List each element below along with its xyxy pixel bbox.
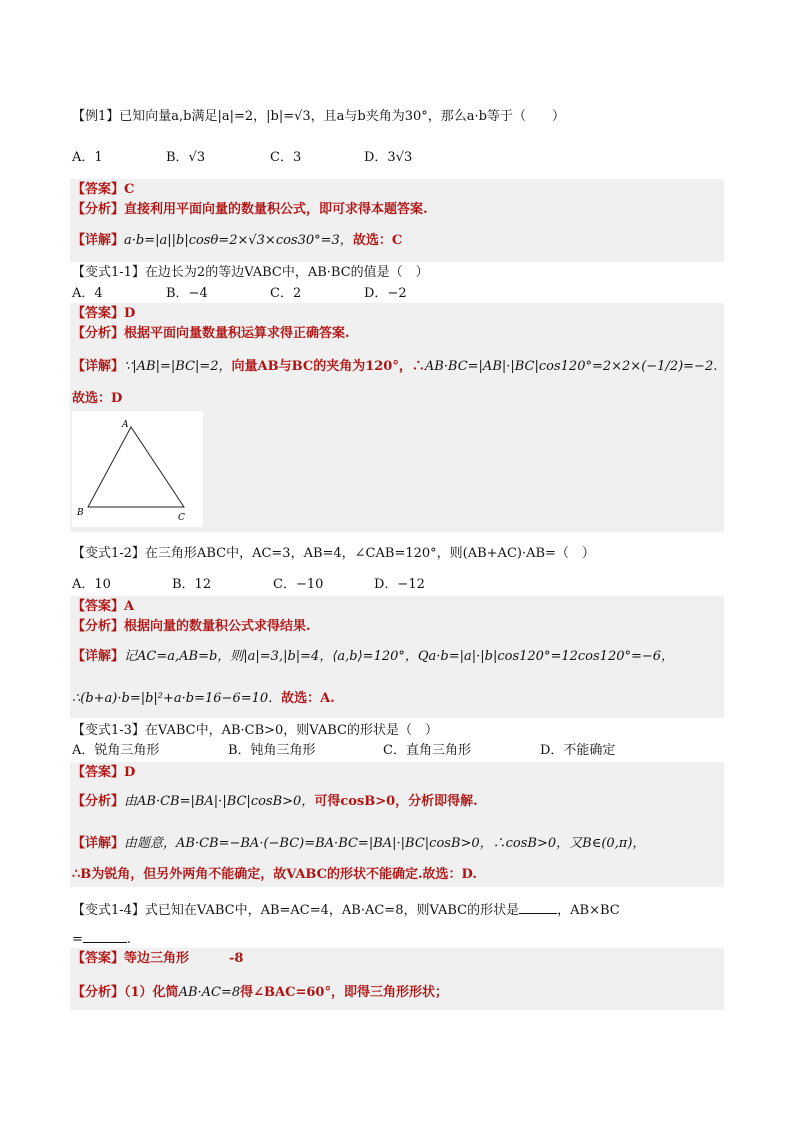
v13-answer: 【答案】D <box>72 765 136 780</box>
vertex-c-label: C <box>178 513 185 523</box>
vertex-a-label: A <box>122 420 129 430</box>
ex1-detail: 【详解】a·b=|a||b|cosθ=2×√3×cos30°=3，故选：C <box>72 233 403 248</box>
triangle-diagram <box>72 411 203 527</box>
vertex-b-label: B <box>77 508 84 518</box>
v13-option-a: A．锐角三角形 <box>72 743 160 758</box>
v13-analysis: 【分析】由AB·CB=|BA|·|BC|cosB>0，可得cosB>0，分析即得解. <box>72 794 478 809</box>
answer-blank-1[interactable] <box>519 901 557 914</box>
ex1-option-a: A．1 <box>72 150 103 165</box>
ex1-analysis: 【分析】直接利用平面向量的数量积公式，即可求得本题答案. <box>72 202 428 217</box>
v13-detail: 【详解】由题意，AB·CB=−BA·(−BC)=BA·BC=|BA|·|BC|cosB>0，∴cosB>0，又B∈(0,π)， <box>72 836 646 851</box>
answer-blank-2[interactable] <box>83 930 127 943</box>
v12-option-b: B．12 <box>172 577 212 592</box>
ex1-answer: 【答案】C <box>72 182 135 197</box>
v11-stem: 【变式1-1】在边长为2的等边VABC中，AB·BC的值是（ ） <box>72 265 429 280</box>
v11-option-b: B．−4 <box>166 286 208 301</box>
v12-option-d: D．−12 <box>374 577 425 592</box>
ex1-option-b: B．√3 <box>166 150 206 165</box>
v12-stem: 【变式1-2】在三角形ABC中，AC=3，AB=4，∠CAB=120°，则(AB+AC)·AB=（ ） <box>72 546 595 561</box>
triangle-shape <box>88 427 184 507</box>
v14-stem: 【变式1-4】式已知在VABC中，AB=AC=4，AB·AC=8，则VABC的形状是 ，AB×BC <box>72 903 620 918</box>
v12-option-a: A．10 <box>72 577 111 592</box>
v11-analysis: 【分析】根据平面向量数量积运算求得正确答案. <box>72 326 350 341</box>
v13-stem: 【变式1-3】在VABC中，AB·CB>0，则VABC的形状是（ ） <box>72 723 438 738</box>
v12-option-c: C．−10 <box>273 577 324 592</box>
v11-answer: 【答案】D <box>72 306 136 321</box>
v12-answer: 【答案】A <box>72 599 135 614</box>
v13-option-d: D．不能确定 <box>540 743 616 758</box>
v11-option-d: D．−2 <box>364 286 407 301</box>
ex1-stem: 【例1】已知向量a,b满足|a|=2，|b|=√3，且a与b夹角为30°，那么a·b等于（ ） <box>72 109 565 124</box>
v14-stem-2: = . <box>72 932 132 947</box>
v11-option-a: A．4 <box>72 286 103 301</box>
v12-analysis: 【分析】根据向量的数量积公式求得结果. <box>72 619 311 634</box>
ex1-option-c: C．3 <box>270 150 302 165</box>
v13-option-c: C．直角三角形 <box>383 743 471 758</box>
v12-detail-2: ∴(b+a)·b=|b|²+a·b=16−6=10．故选：A. <box>72 691 335 706</box>
v13-detail-2: ∴B为锐角，但另外两角不能确定，故VABC的形状不能确定.故选：D. <box>72 867 477 882</box>
v14-analysis: 【分析】（1）化简AB·AC=8得∠BAC=60°，即得三角形形状； <box>72 985 448 1000</box>
v12-detail: 【详解】记AC=a,AB=b，则|a|=3,|b|=4，⟨a,b⟩=120°，Qa·b=|a|·|b|cos120°=12cos120°=−6， <box>72 649 675 664</box>
v11-detail: 【详解】∵|AB|=|BC|=2，向量AB与BC的夹角为120°，∴AB·BC=|AB|·|BC|cos120°=2×2×(−1/2)=−2. <box>72 359 718 374</box>
v11-option-c: C．2 <box>270 286 302 301</box>
triangle-figure <box>72 411 203 527</box>
v13-option-b: B．钝角三角形 <box>228 743 316 758</box>
ex1-option-d: D．3√3 <box>364 150 413 165</box>
v11-choice: 故选：D <box>72 391 123 406</box>
v14-answer: 【答案】等边三角形 -8 <box>72 951 244 966</box>
